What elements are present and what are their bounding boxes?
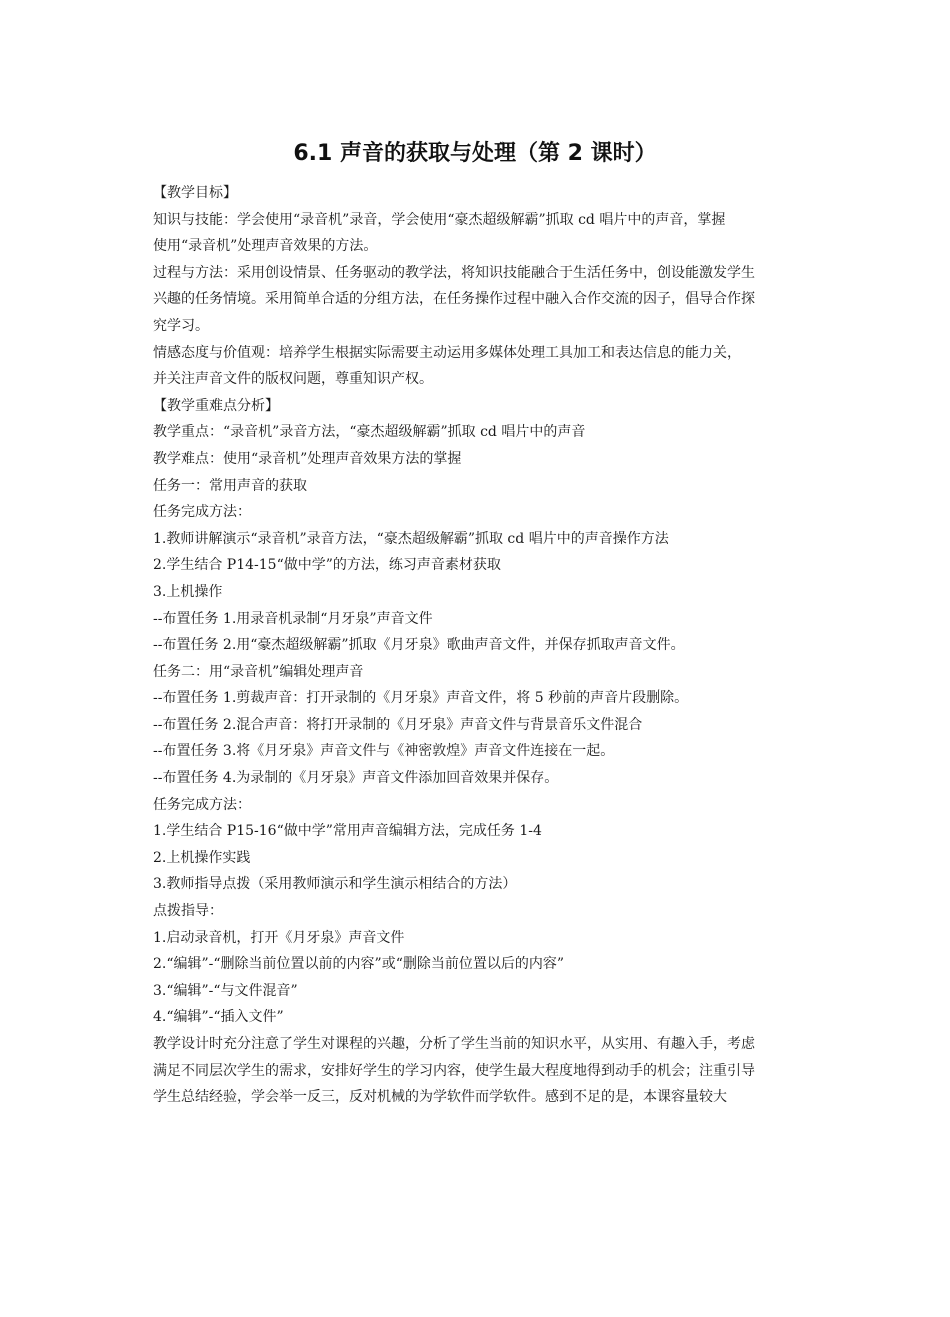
text-line: 点拨指导： bbox=[153, 903, 223, 920]
text-line: 3.“编辑”-“与文件混音” bbox=[153, 982, 298, 999]
text-line: --布置任务 4.为录制的《月牙泉》声音文件添加回音效果并保存。 bbox=[153, 770, 559, 787]
text-line: 并关注声音文件的版权问题，尊重知识产权。 bbox=[153, 371, 433, 388]
document-body bbox=[153, 180, 801, 1111]
text-line: 学生总结经验，学会举一反三，反对机械的为学软件而学软件。感到不足的是，本课容量较大 bbox=[153, 1089, 727, 1106]
text-line: 教学难点：使用“录音机”处理声音效果方法的掌握 bbox=[153, 450, 462, 467]
text-line: 任务二：用“录音机”编辑处理声音 bbox=[153, 663, 364, 680]
text-line: 使用“录音机”处理声音效果的方法。 bbox=[153, 238, 378, 255]
text-line: 任务完成方法： bbox=[153, 796, 251, 813]
text-line: 任务一：常用声音的获取 bbox=[153, 477, 307, 494]
text-line: 过程与方法：采用创设情景、任务驱动的教学法，将知识技能融合于生活任务中，创设能激发学生 bbox=[153, 264, 755, 281]
text-line: 知识与技能：学会使用“录音机”录音，学会使用“豪杰超级解霸”抓取 cd 唱片中的声音，掌握 bbox=[153, 211, 726, 228]
text-line: --布置任务 1.剪裁声音：打开录制的《月牙泉》声音文件，将 5 秒前的声音片段删除。 bbox=[153, 690, 689, 707]
text-line: 【教学重难点分析】 bbox=[153, 397, 279, 414]
text-line: 2.上机操作实践 bbox=[153, 849, 251, 866]
text-line: 3.上机操作 bbox=[153, 583, 223, 600]
text-line: 3.教师指导点拨（采用教师演示和学生演示相结合的方法） bbox=[153, 876, 517, 893]
text-line: --布置任务 2.混合声音：将打开录制的《月牙泉》声音文件与背景音乐文件混合 bbox=[153, 716, 643, 733]
text-line: 教学设计时充分注意了学生对课程的兴趣，分析了学生当前的知识水平，从实用、有趣入手，考虑 bbox=[153, 1036, 755, 1052]
text-line: 兴趣的任务情境。采用简单合适的分组方法，在任务操作过程中融入合作交流的因子，倡导合作探 bbox=[153, 291, 755, 308]
text-line: 1.学生结合 P15-16“做中学”常用声音编辑方法，完成任务 1-4 bbox=[153, 823, 542, 840]
text-line: 究学习。 bbox=[153, 317, 209, 334]
text-line: --布置任务 3.将《月牙泉》声音文件与《神密敦煌》声音文件连接在一起。 bbox=[153, 743, 615, 760]
text-line: 满足不同层次学生的需求，安排好学生的学习内容，使学生最大程度地得到动手的机会；注重引导 bbox=[153, 1062, 755, 1079]
text-line: 【教学目标】 bbox=[153, 185, 237, 201]
text-line: 2.学生结合 P14-15“做中学”的方法，练习声音素材获取 bbox=[153, 557, 501, 574]
text-line: --布置任务 1.用录音机录制“月牙泉”声音文件 bbox=[153, 610, 433, 627]
text-line: 4.“编辑”-“插入文件” bbox=[153, 1009, 284, 1026]
text-line: 教学重点：“录音机”录音方法，“豪杰超级解霸”抓取 cd 唱片中的声音 bbox=[153, 424, 586, 441]
text-line: 1.启动录音机，打开《月牙泉》声音文件 bbox=[153, 929, 405, 946]
text-line: 1.教师讲解演示“录音机”录音方法，“豪杰超级解霸”抓取 cd 唱片中的声音操作方法 bbox=[153, 530, 669, 547]
text-line: --布置任务 2.用“豪杰超级解霸”抓取《月牙泉》歌曲声音文件，并保存抓取声音文件。 bbox=[153, 637, 685, 654]
document-title: 6.1 声音的获取与处理（第 2 课时） bbox=[293, 141, 657, 166]
text-line: 情感态度与价值观：培养学生根据实际需要主动运用多媒体处理工具加工和表达信息的能力关， bbox=[153, 344, 741, 361]
text-line: 任务完成方法： bbox=[153, 504, 251, 521]
text-line: 2.“编辑”-“删除当前位置以前的内容”或“删除当前位置以后的内容” bbox=[153, 956, 565, 973]
